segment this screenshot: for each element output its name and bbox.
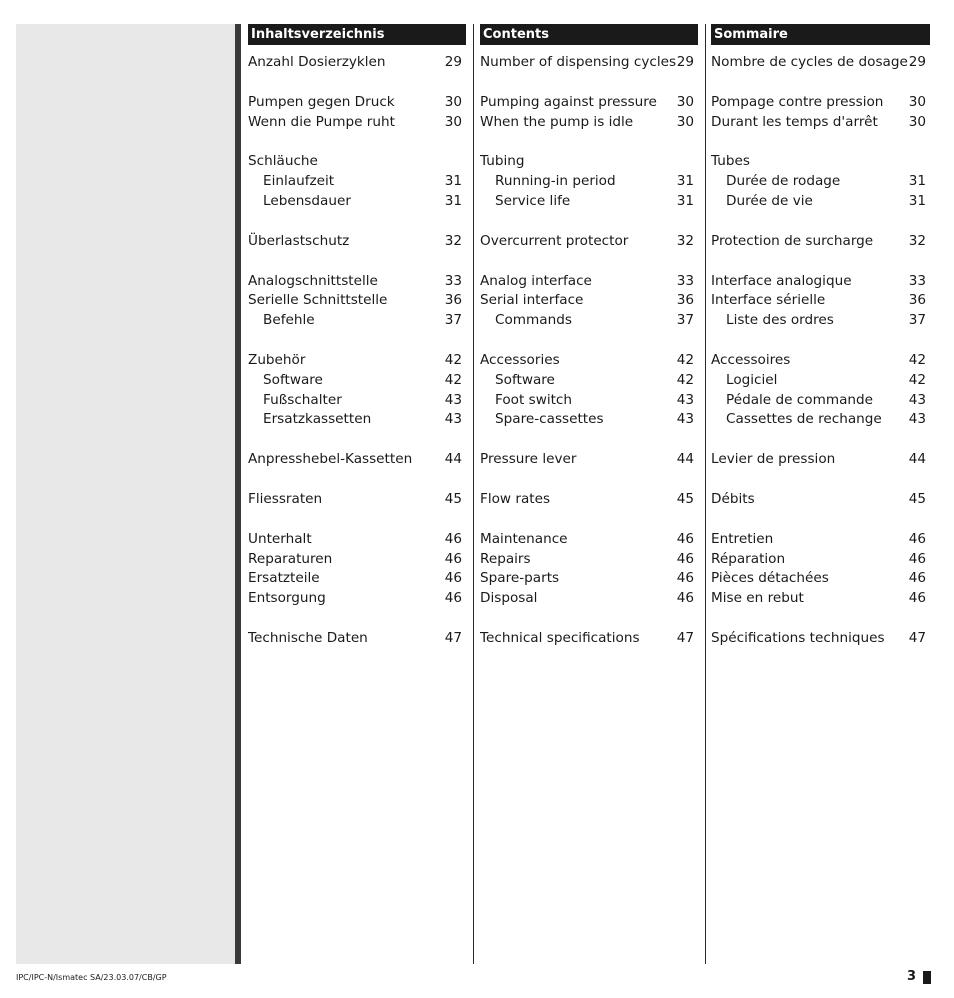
toc-entry-page: 47	[908, 629, 926, 646]
toc-entry-label: Foot switch	[495, 391, 573, 408]
toc-entry	[480, 291, 698, 311]
toc-entry-page: 42	[676, 371, 694, 388]
toc-entry-label: Interface analogique	[711, 272, 852, 289]
toc-entry	[248, 629, 466, 649]
toc-group	[480, 272, 698, 331]
toc-entry-label: Débits	[711, 490, 755, 507]
entry-groups	[248, 45, 466, 649]
toc-entry-page: 33	[444, 272, 462, 289]
toc-entry-label: Spare-parts	[480, 570, 560, 587]
toc-entry-label: Pressure lever	[480, 451, 577, 468]
toc-group	[248, 93, 466, 133]
toc-entry-label: Tubing	[480, 153, 525, 170]
toc-entry-page: 33	[676, 272, 694, 289]
toc-entry	[248, 530, 466, 550]
toc-entry	[711, 53, 930, 73]
toc-entry-page: 31	[908, 192, 926, 209]
toc-entry-page: 30	[676, 113, 694, 130]
toc-entry-page: 31	[444, 173, 462, 190]
toc-entry-label: Serielle Schnittstelle	[248, 292, 388, 309]
toc-entry	[248, 351, 466, 371]
toc-group	[480, 232, 698, 252]
toc-entry-label: Disposal	[480, 590, 538, 607]
toc-entry	[480, 113, 698, 133]
toc-entry-page: 45	[676, 490, 694, 507]
toc-entry	[711, 113, 930, 133]
toc-subentry	[711, 410, 930, 430]
toc-entry	[711, 530, 930, 550]
toc-entry-page: 42	[676, 351, 694, 368]
toc-entry-label: Maintenance	[480, 530, 568, 547]
toc-subentry	[711, 311, 930, 331]
toc-entry	[711, 589, 930, 609]
column-divider-2	[705, 24, 706, 964]
toc-entry-page: 31	[444, 192, 462, 209]
toc-column-french	[711, 24, 930, 669]
toc-entry-page: 46	[908, 530, 926, 547]
toc-entry-label: Spare-cassettes	[495, 411, 604, 428]
toc-entry-label: Anzahl Dosierzyklen	[248, 54, 386, 70]
toc-group	[711, 53, 930, 73]
toc-group	[711, 152, 930, 211]
toc-entry-label: Einlaufzeit	[263, 173, 335, 190]
document-code: IPC/IPC-N/Ismatec SA/23.03.07/CB/GP	[16, 973, 167, 982]
toc-entry-page: 46	[908, 570, 926, 587]
toc-entry-page: 46	[676, 590, 694, 607]
toc-entry-label: Software	[263, 371, 323, 388]
toc-entry	[248, 113, 466, 133]
toc-group	[711, 629, 930, 649]
toc-subentry	[480, 311, 698, 331]
toc-entry	[248, 93, 466, 113]
toc-group	[248, 232, 466, 252]
toc-entry-label: Levier de pression	[711, 451, 836, 468]
toc-group	[711, 93, 930, 133]
toc-entry-page: 44	[676, 451, 694, 468]
column-header: Sommaire	[711, 24, 930, 45]
toc-entry-page: 36	[676, 292, 694, 309]
toc-entry-page: 37	[908, 312, 926, 329]
toc-subentry	[248, 371, 466, 391]
toc-entry-page: 33	[908, 272, 926, 289]
toc-entry-page: 45	[444, 490, 462, 507]
toc-group	[711, 232, 930, 252]
toc-entry-page: 30	[908, 93, 926, 110]
entry-groups	[480, 45, 698, 649]
toc-entry-label: Logiciel	[726, 371, 778, 388]
toc-group	[480, 53, 698, 73]
toc-entry-page: 32	[908, 232, 926, 249]
toc-entry-label: Befehle	[263, 312, 315, 329]
toc-entry-page: 30	[908, 113, 926, 130]
toc-entry	[248, 450, 466, 470]
toc-entry-page: 45	[908, 490, 926, 507]
toc-entry-page: 36	[908, 292, 926, 309]
toc-entry-page: 30	[444, 93, 462, 110]
toc-entry-label: Technical specifications	[480, 629, 640, 646]
toc-entry	[248, 232, 466, 252]
toc-entry-page: 43	[908, 391, 926, 408]
toc-group	[711, 450, 930, 470]
toc-entry-page: 29	[676, 54, 694, 70]
toc-entry-label: Commands	[495, 312, 572, 329]
toc-entry-label: Flow rates	[480, 490, 551, 507]
column-divider-1	[473, 24, 474, 964]
toc-entry	[711, 232, 930, 252]
toc-entry	[480, 232, 698, 252]
toc-entry-page: 32	[676, 232, 694, 249]
toc-entry-label: Accessories	[480, 351, 560, 368]
toc-entry	[480, 351, 698, 371]
toc-entry	[480, 450, 698, 470]
toc-entry	[248, 291, 466, 311]
toc-entry-label: Durée de rodage	[726, 173, 841, 190]
toc-entry-page: 37	[444, 312, 462, 329]
toc-group	[248, 272, 466, 331]
toc-entry	[711, 272, 930, 292]
toc-entry	[480, 550, 698, 570]
toc-entry-label: Durant les temps d'arrêt	[711, 113, 878, 130]
toc-entry	[480, 152, 698, 172]
toc-entry-label: Technische Daten	[248, 629, 368, 646]
toc-entry-page: 47	[444, 629, 462, 646]
toc-subentry	[248, 192, 466, 212]
toc-entry-page: 46	[444, 530, 462, 547]
toc-group	[480, 490, 698, 510]
left-margin-bar	[235, 24, 241, 964]
toc-entry	[248, 272, 466, 292]
toc-entry	[711, 629, 930, 649]
toc-entry	[711, 569, 930, 589]
toc-entry-label: Entsorgung	[248, 590, 326, 607]
toc-entry-label: Serial interface	[480, 292, 584, 309]
toc-entry-label: Ersatzkassetten	[263, 411, 372, 428]
toc-entry	[248, 490, 466, 510]
toc-group	[711, 351, 930, 430]
toc-entry-label: Lebensdauer	[263, 192, 351, 209]
toc-entry-label: Fußschalter	[263, 391, 342, 408]
toc-entry-page: 46	[444, 550, 462, 567]
toc-subentry	[711, 371, 930, 391]
toc-entry-page: 32	[444, 232, 462, 249]
toc-entry-page: 30	[676, 93, 694, 110]
toc-entry-label: Durée de vie	[726, 192, 813, 209]
entry-groups	[711, 45, 930, 649]
toc-subentry	[248, 391, 466, 411]
toc-entry-page: 43	[908, 411, 926, 428]
toc-entry-page: 46	[908, 550, 926, 567]
toc-subentry	[480, 410, 698, 430]
toc-column-german	[248, 24, 466, 669]
toc-group	[480, 629, 698, 649]
toc-entry-page: 29	[444, 54, 462, 70]
toc-entry-label: Réparation	[711, 550, 786, 567]
toc-entry-label: Analog interface	[480, 272, 592, 289]
toc-entry	[480, 53, 698, 73]
toc-entry-label: Fliessraten	[248, 490, 323, 507]
toc-entry-label: Overcurrent protector	[480, 232, 629, 249]
toc-subentry	[480, 371, 698, 391]
toc-entry-label: Accessoires	[711, 351, 791, 368]
toc-entry-page: 46	[676, 530, 694, 547]
toc-subentry	[711, 192, 930, 212]
toc-subentry	[480, 391, 698, 411]
toc-entry	[711, 152, 930, 172]
toc-entry-label: Running-in period	[495, 173, 616, 190]
toc-entry-page: 43	[444, 391, 462, 408]
toc-entry-page: 43	[444, 411, 462, 428]
toc-entry-label: Anpresshebel-Kassetten	[248, 451, 413, 468]
toc-entry	[248, 53, 466, 73]
toc-entry-page: 46	[676, 570, 694, 587]
toc-group	[480, 152, 698, 211]
toc-entry-page: 30	[444, 113, 462, 130]
toc-group	[248, 490, 466, 510]
toc-entry	[248, 550, 466, 570]
toc-entry-label: Pédale de commande	[726, 391, 874, 408]
toc-entry-label: Software	[495, 371, 555, 388]
toc-subentry	[248, 410, 466, 430]
toc-entry	[480, 530, 698, 550]
toc-entry-label: Pumping against pressure	[480, 93, 657, 110]
toc-entry-label: Mise en rebut	[711, 590, 804, 607]
toc-group	[711, 530, 930, 609]
toc-entry	[480, 629, 698, 649]
toc-group	[248, 530, 466, 609]
toc-entry-label: Tubes	[711, 153, 750, 170]
toc-entry-label: Service life	[495, 192, 571, 209]
toc-entry	[711, 351, 930, 371]
toc-entry-label: Schläuche	[248, 153, 318, 170]
toc-entry	[480, 569, 698, 589]
toc-entry-page: 46	[908, 590, 926, 607]
toc-entry-page: 47	[676, 629, 694, 646]
toc-entry	[480, 93, 698, 113]
toc-entry-label: Repairs	[480, 550, 531, 567]
toc-entry	[480, 589, 698, 609]
toc-entry-label: Entretien	[711, 530, 774, 547]
toc-entry-label: Spécifications techniques	[711, 629, 885, 646]
toc-entry-label: Überlastschutz	[248, 232, 350, 249]
toc-entry-page: 43	[676, 391, 694, 408]
toc-entry-label: Analogschnittstelle	[248, 272, 378, 289]
toc-entry	[248, 569, 466, 589]
toc-entry-page: 31	[676, 192, 694, 209]
toc-subentry	[248, 172, 466, 192]
toc-entry-label: Protection de surcharge	[711, 232, 874, 249]
toc-entry-label: Ersatzteile	[248, 570, 320, 587]
toc-subentry	[248, 311, 466, 331]
toc-entry-page: 31	[908, 173, 926, 190]
toc-entry-label: Wenn die Pumpe ruht	[248, 113, 395, 130]
toc-entry	[248, 152, 466, 172]
toc-group	[480, 530, 698, 609]
toc-entry-page: 42	[908, 371, 926, 388]
toc-entry	[711, 490, 930, 510]
toc-group	[248, 152, 466, 211]
toc-entry	[480, 272, 698, 292]
toc-entry-label: Liste des ordres	[726, 312, 834, 329]
toc-group	[480, 351, 698, 430]
toc-entry-page: 46	[444, 590, 462, 607]
page-number: 3	[906, 969, 916, 984]
toc-entry	[711, 550, 930, 570]
toc-entry	[248, 589, 466, 609]
toc-subentry	[711, 391, 930, 411]
toc-entry-page: 44	[444, 451, 462, 468]
toc-entry-page: 44	[908, 451, 926, 468]
toc-subentry	[711, 172, 930, 192]
toc-entry	[711, 93, 930, 113]
toc-entry-label: Nombre de cycles de dosage	[711, 54, 908, 70]
toc-entry-page: 36	[444, 292, 462, 309]
toc-group	[480, 450, 698, 470]
toc-entry	[480, 490, 698, 510]
toc-entry-label: Interface sérielle	[711, 292, 826, 309]
toc-group	[248, 450, 466, 470]
toc-entry-label: Reparaturen	[248, 550, 333, 567]
toc-group	[480, 93, 698, 133]
column-header: Contents	[480, 24, 698, 45]
toc-entry-label: When the pump is idle	[480, 113, 634, 130]
toc-group	[248, 53, 466, 73]
toc-entry-page: 42	[908, 351, 926, 368]
toc-entry-page: 46	[676, 550, 694, 567]
toc-entry-label: Pièces détachées	[711, 570, 829, 587]
toc-group	[248, 351, 466, 430]
toc-entry-label: Pompage contre pression	[711, 93, 884, 110]
toc-entry-page: 46	[444, 570, 462, 587]
toc-entry-label: Number of dispensing cycles	[480, 54, 677, 70]
toc-entry-page: 42	[444, 371, 462, 388]
toc-entry-page: 29	[908, 54, 926, 70]
toc-entry-page: 43	[676, 411, 694, 428]
toc-column-english	[480, 24, 698, 669]
toc-entry-label: Unterhalt	[248, 530, 312, 547]
toc-entry-label: Zubehör	[248, 351, 306, 368]
toc-group	[711, 272, 930, 331]
toc-entry-page: 42	[444, 351, 462, 368]
toc-entry-label: Pumpen gegen Druck	[248, 93, 395, 110]
toc-entry-label: Cassettes de rechange	[726, 411, 882, 428]
page-marker	[923, 971, 931, 984]
toc-entry-page: 37	[676, 312, 694, 329]
toc-group	[248, 629, 466, 649]
toc-group	[711, 490, 930, 510]
toc-entry-page: 31	[676, 173, 694, 190]
toc-entry	[711, 291, 930, 311]
toc-subentry	[480, 192, 698, 212]
toc-entry	[711, 450, 930, 470]
left-margin-panel	[16, 24, 235, 964]
toc-subentry	[480, 172, 698, 192]
column-header: Inhaltsverzeichnis	[248, 24, 466, 45]
